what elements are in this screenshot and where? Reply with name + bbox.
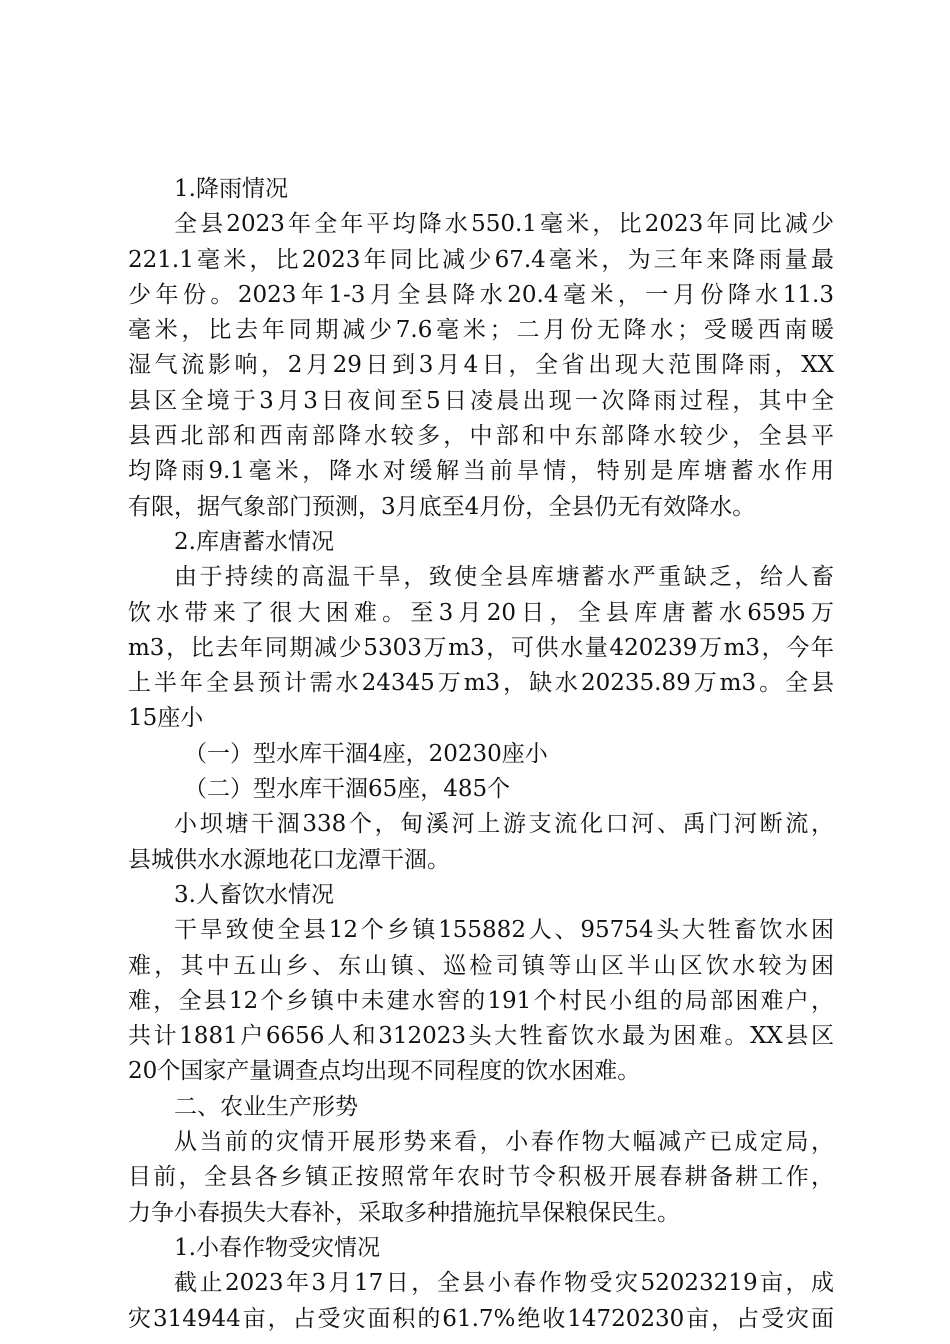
paragraph-line: 县西北部和西南部降水较多，中部和中东部降水较少，全县平 [128,423,834,450]
heading-drinking-water: 3.人畜饮水情况 [174,881,334,908]
paragraph-line: 县区全境于3月3日夜间至5日凌晨出现一次降雨过程，其中全 [128,387,834,414]
paragraph-line: 小坝塘干涸338个，甸溪河上游支流化口河、禹门河断流， [174,811,834,838]
paragraph-line: 上半年全县预计需水24345万m3，缺水20235.89万m3。全县 [128,670,834,697]
paragraph-line: 全县2023年全年平均降水550.1毫米，比2023年同比减少 [174,211,834,238]
paragraph-line: 221.1毫米，比2023年同比减少67.4毫米，为三年来降雨量最 [128,246,834,273]
list-item-one: （一）型水库干涸4座，20230座小 [184,740,548,767]
heading-crop-damage: 1.小春作物受灾情况 [174,1234,380,1261]
paragraph-line: 难，全县12个乡镇中未建水窖的191个村民小组的局部困难户， [128,987,834,1014]
paragraph-line: 饮水带来了很大困难。至3月20日，全县库唐蓄水6595万 [128,599,834,626]
paragraph-line: 有限，据气象部门预测，3月底至4月份，全县仍无有效降水。 [128,493,756,520]
paragraph-line: 目前，全县各乡镇正按照常年农时节令积极开展春耕备耕工作， [128,1164,834,1191]
paragraph-line: 共计1881户6656人和312023头大牲畜饮水最为困难。XX县区 [128,1023,834,1050]
paragraph-line: 20个国家产量调查点均出现不同程度的饮水困难。 [128,1058,641,1085]
paragraph-line: 干旱致使全县12个乡镇155882人、95754头大牲畜饮水困 [174,917,834,944]
paragraph-line: 截止2023年3月17日，全县小春作物受灾52023219亩，成 [174,1270,834,1297]
heading-reservoir-storage: 2.库唐蓄水情况 [174,528,334,555]
paragraph-line: 15座小 [128,705,204,732]
paragraph-line: 力争小春损失大春补，采取多种措施抗旱保粮保民生。 [128,1199,680,1226]
heading-agriculture: 二、农业生产形势 [174,1093,358,1120]
paragraph-line: 从当前的灾情开展形势来看，小春作物大幅减产已成定局， [174,1129,834,1156]
paragraph-line: 湿气流影响，2月29日到3月4日，全省出现大范围降雨，XX [128,352,834,379]
paragraph-line: 县城供水水源地花口龙潭干涸。 [128,846,450,873]
paragraph-line: 毫米，比去年同期减少7.6毫米；二月份无降水；受暖西南暖 [128,317,834,344]
paragraph-line: 少年份。2023年1-3月全县降水20.4毫米，一月份降水11.3 [128,281,834,308]
paragraph-line: 由于持续的高温干旱，致使全县库塘蓄水严重缺乏，给人畜 [174,564,834,591]
paragraph-line: 灾314944亩，占受灾面积的61.7%绝收14720230亩，占受灾面 [128,1305,834,1332]
document-body [128,172,834,1337]
paragraph-line: 均降雨9.1毫米，降水对缓解当前旱情，特别是库塘蓄水作用 [128,458,834,485]
heading-rainfall: 1.降雨情况 [174,176,288,202]
paragraph-line: m3，比去年同期减少5303万m3，可供水量420239万m3，今年 [128,634,834,661]
list-item-two: （二）型水库干涸65座，485个 [184,776,511,803]
paragraph-line: 难，其中五山乡、东山镇、巡检司镇等山区半山区饮水较为困 [128,952,834,979]
